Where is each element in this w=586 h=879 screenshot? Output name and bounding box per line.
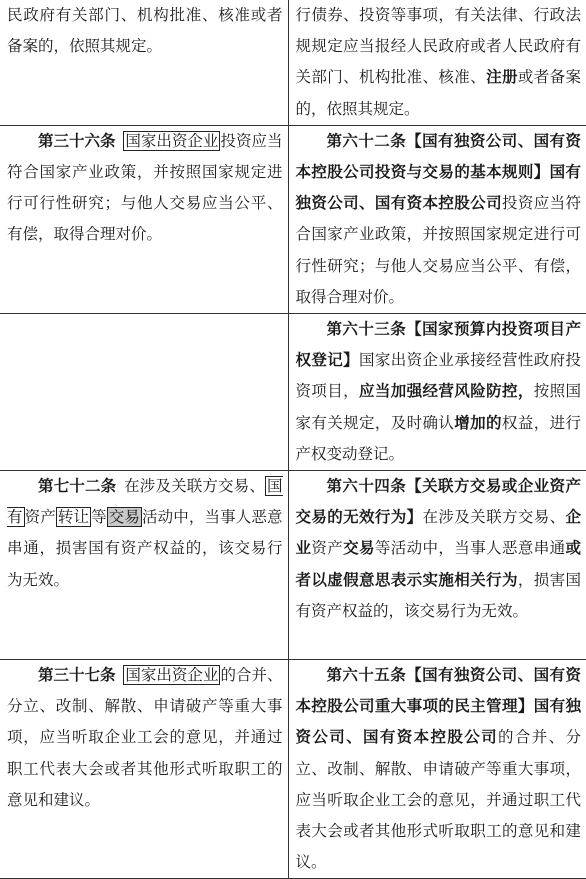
boxed-term: 国有 [7,477,283,527]
old-law-text: 投资应当符合国家产业政策，并按照国家规定进行可行性研究；与他人交易应当公平、有偿，取得合理对价。 [7,131,283,244]
article-number: 第七十二条 [38,477,117,496]
new-law-added-text: 交易 [343,539,375,558]
new-law-text: 国家出资企业承接经营性政府投资项目， [295,351,581,401]
old-law-cell [0,471,288,660]
new-law-text: 权益，进行产权变动登记。 [295,413,581,463]
new-law-added-text: 或者以虚假意思表示实施相关行为 [295,539,581,589]
table-row [0,314,586,471]
old-law-text: 活动中，当事人恶意串通，损害国有资产权益的，该交易行为无效。 [7,508,283,589]
article-heading: 第六十五条【国有独资公司、国有资本控股公司重大事项的民主管理】国有独资公司、国有资本控股公司 [295,666,581,747]
new-law-text: 等活动中，当事人恶意串通 [374,539,566,558]
new-law-cell [288,125,586,313]
new-law-text: ，损害国有资产权益的，该交易行为无效。 [295,570,581,620]
new-law-text: 投资应当符合国家产业政策，并按照国家规定进行可行性研究；与他人交易应当公平、有偿，取得合理对价。 [295,194,581,306]
boxed-term: 转让 [57,508,90,527]
old-law-cell [0,0,288,125]
article-heading: 第六十四条【关联方交易或企业资产交易的无效行为】 [295,477,581,527]
new-law-added-text: 增加的 [454,413,502,432]
old-law-text: 的合并、分立、改制、解散、申请破产等重大事项，应当听取企业工会的意见，并通过职工代表大会或者其他形式听取职工的意见和建议。 [7,666,283,809]
article-heading: 第六十二条【国有独资公司、国有资本控股公司投资与交易的基本规则】国有独资公司、国有资本控股公司 [295,131,581,213]
table-row [0,125,586,313]
new-law-text: 资产 [311,539,344,558]
table-row [0,0,586,125]
boxed-term: 国家出资企业 [125,131,219,150]
article-number: 第三十六条 [38,131,116,150]
new-law-added-text: 企业 [295,508,581,558]
old-law-text: 资产 [24,508,56,527]
new-law-text: 的合并、分立、改制、解散、申请破产等重大事项，应当听取企业工会的意见，并通过职工代表大会或者其他形式听取职工的意见和建议。 [295,728,581,872]
new-law-cell [288,0,586,125]
old-law-cell-empty [0,314,288,471]
old-law-text: 民政府有关部门、机构批准、核准或者备案的，依照其规定。 [7,6,283,56]
new-law-text: 或者备案的，依照其规定。 [295,68,581,118]
table-row [0,660,586,879]
new-law-text: 在涉及关联方交易、 [422,508,566,527]
table-row [0,471,586,660]
article-number: 第三十七条 [38,666,116,685]
new-law-cell [288,471,586,660]
new-law-added-text: 注册 [486,68,518,87]
new-law-text: 按照国家有关规定，及时确认 [295,382,581,432]
article-heading: 第六十三条【国家预算内投资项目产权登记】 [295,320,581,370]
new-law-cell [288,314,586,471]
old-law-text: 等 [91,508,107,527]
old-law-text: 在涉及关联方交易、 [124,477,265,496]
shaded-term: 交易 [108,508,140,527]
new-law-added-text: 应当加强经营风险防控， [359,382,534,401]
boxed-term: 国家出资企业 [125,666,219,685]
old-law-cell [0,125,288,313]
new-law-text: 行债券、投资等事项，有关法律、行政法规规定应当报经人民政府或者人民政府有关部门、机构批准、核准、 [295,6,581,87]
old-law-cell [0,660,288,879]
new-law-cell [288,660,586,879]
